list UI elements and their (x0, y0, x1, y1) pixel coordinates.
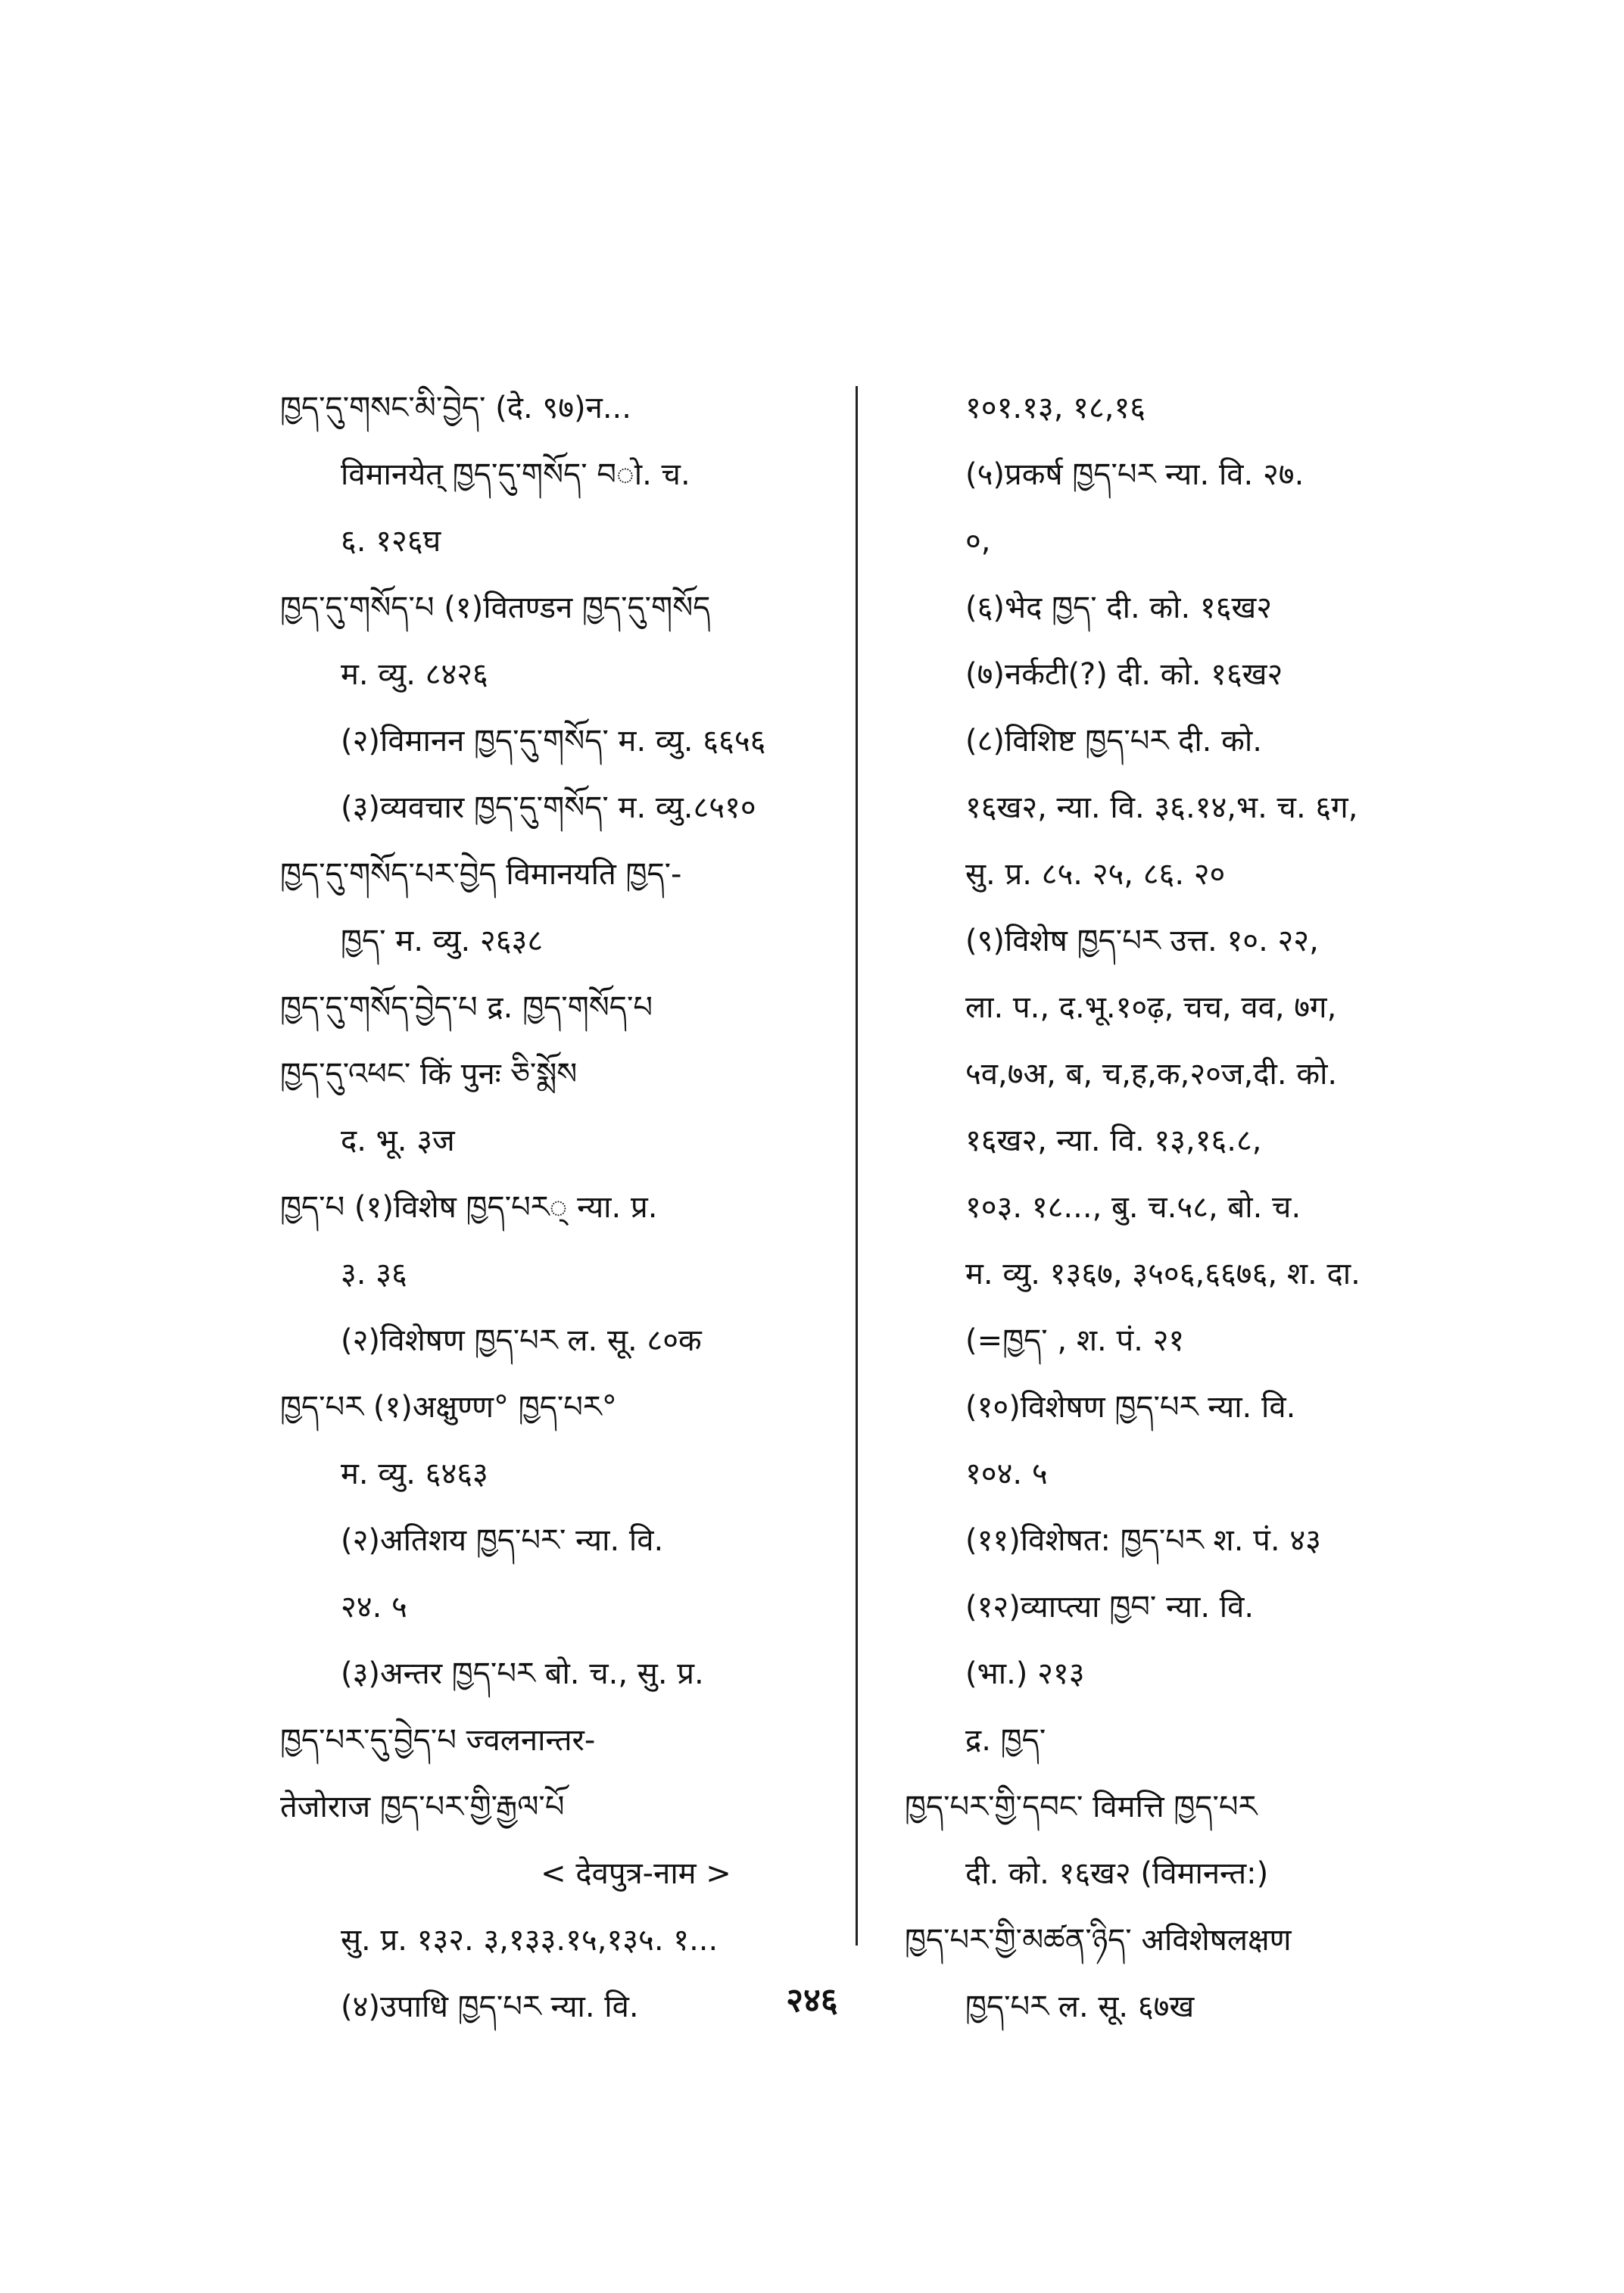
page-number: २४६ (786, 1981, 838, 2020)
entry-line: (७)नर्कटी(?) दी. को. १६ख२ (965, 657, 1283, 692)
entry-line: ६. १२६घ (341, 524, 441, 559)
entry-line: ला. प., द.भू.१०ढ़, चच, वव, ७ग, (965, 990, 1337, 1025)
entry-line: द्र. ཁྱད་ (965, 1723, 1046, 1758)
entry-line: म. व्यु. ८४२६ (341, 657, 488, 692)
entry-line: (३)व्यवचार ཁྱད་དུ་གསོད་ म. व्यु.८५१० (341, 790, 756, 825)
entry-line: ཁྱད་པར་གྱི་དབང་ विमत्ति ཁྱད་པར (905, 1790, 1258, 1824)
entry-line: १०१.१३, १८,१६ (965, 391, 1146, 425)
entry-line: विमानयेत् ཁྱད་དུ་གསོད་ བो. च. (341, 457, 690, 492)
entry-line: ०, (965, 524, 991, 559)
entry-line: १०३. १८..., बु. च.५८, बो. च. (965, 1190, 1301, 1225)
entry-line: ३. ३६ (341, 1257, 407, 1291)
entry-line: (९)विशेष ཁྱད་པར उत्त. १०. २२, (965, 924, 1319, 958)
entry-line: २४. ५ (341, 1590, 407, 1625)
entry-line: म. व्यु. ६४६३ (341, 1456, 488, 1491)
entry-line: < देवपुत्र-नाम > (541, 1856, 731, 1891)
entry-line: (५)प्रकर्ष ཁྱད་པར न्या. वि. २७. (965, 457, 1304, 492)
entry-line: (२)अतिशय ཁྱད་པར་ न्या. वि. (341, 1523, 664, 1558)
entry-line: (११)विशेषत: ཁྱད་པར श. पं. ४३ (965, 1523, 1321, 1558)
entry-line: ཁྱད་ म. व्यु. २६३८ (341, 924, 544, 958)
entry-line: ཁྱད་དུ་གསང་མི་བྱེད་ (दे. ९७)न... (280, 391, 631, 425)
entry-line: सु. प्र. ८५. २५, ८६. २० (965, 857, 1226, 892)
entry-line: (=ཁྱད་ , श. पं. २१ (965, 1323, 1185, 1358)
entry-line: ཁྱད་པར་གྱི་མཚན་ཉིད་ अविशेषलक्षण (905, 1923, 1292, 1958)
entry-line: (२)विशेषण ཁྱད་པར ल. सू. ८०क (341, 1323, 702, 1358)
entry-line: (१२)व्याप्त्या ཁྱབ་ न्या. वि. (965, 1590, 1255, 1625)
entry-line: सु. प्र. १३२. ३,१३३.१५,१३५. १... (341, 1923, 718, 1958)
entry-line: (८)विशिष्ट ཁྱད་པར दी. को. (965, 724, 1262, 759)
entry-line: द. भू. ३ज (341, 1123, 455, 1158)
entry-line: (४)उपाधि ཁྱད་པར न्या. वि. (341, 1989, 639, 2024)
entry-line: १६ख२, न्या. वि. १३,१६.८, (965, 1123, 1262, 1158)
entry-line: ཁྱད་དུ་གསོད་པ (१)वितण्डन ཁྱད་དུ་གསོད (280, 590, 711, 625)
entry-line: ཁྱད་དུ་འཕང་ किं पुनः ཅི་སྨོས (280, 1057, 578, 1092)
entry-line: (१०)विशेषण ཁྱད་པར न्या. वि. (965, 1390, 1296, 1425)
entry-line: ཁྱད་པར་དུ་བྱེད་པ ज्वलनान्तर- (280, 1723, 596, 1758)
entry-line: १०४. ५ (965, 1456, 1048, 1491)
entry-line: (भा.) २१३ (965, 1656, 1085, 1691)
entry-line: तेजोराज ཁྱད་པར་གྱི་རྒྱལ་པོ (280, 1790, 565, 1824)
entry-line: (२)विमानन ཁྱད་དུ་གསོད་ म. व्यु. ६६५६ (341, 724, 766, 759)
entry-line: १६ख२, न्या. वि. ३६.१४,भ. च. ६ग, (965, 790, 1358, 825)
entry-line: ཁྱད་དུ་གསོད་པར་བྱེད विमानयति ཁྱད་- (280, 857, 682, 892)
entry-line: (६)भेद ཁྱད་ दी. को. १६ख२ (965, 590, 1273, 625)
entry-line: (३)अन्तर ཁྱད་པར बो. च., सु. प्र. (341, 1656, 704, 1691)
entry-line: ཁྱད་པ (१)विशेष ཁྱད་པར् न्या. प्र. (280, 1190, 658, 1225)
left-column (280, 375, 886, 2040)
column-divider (856, 386, 858, 1946)
entry-line: ཁྱད་པར (१)अक्षुण्ण° ཁྱད་པར° (280, 1390, 617, 1425)
entry-line: दी. को. १६ख२ (विमानन्त:) (965, 1856, 1269, 1891)
right-column (905, 375, 1510, 2040)
entry-line: म. व्यु. १३६७, ३५०६,६६७६, श. दा. (965, 1257, 1361, 1291)
entry-line: ५व,७अ, ब, च,ह,क,२०ज,दी. को. (965, 1057, 1338, 1092)
entry-line: ཁྱད་པར ल. सू. ६७ख (965, 1989, 1195, 2024)
entry-line: ཁྱད་དུ་གསོད་བྱེད་པ द्र. ཁྱད་གསོད་པ (280, 990, 653, 1025)
